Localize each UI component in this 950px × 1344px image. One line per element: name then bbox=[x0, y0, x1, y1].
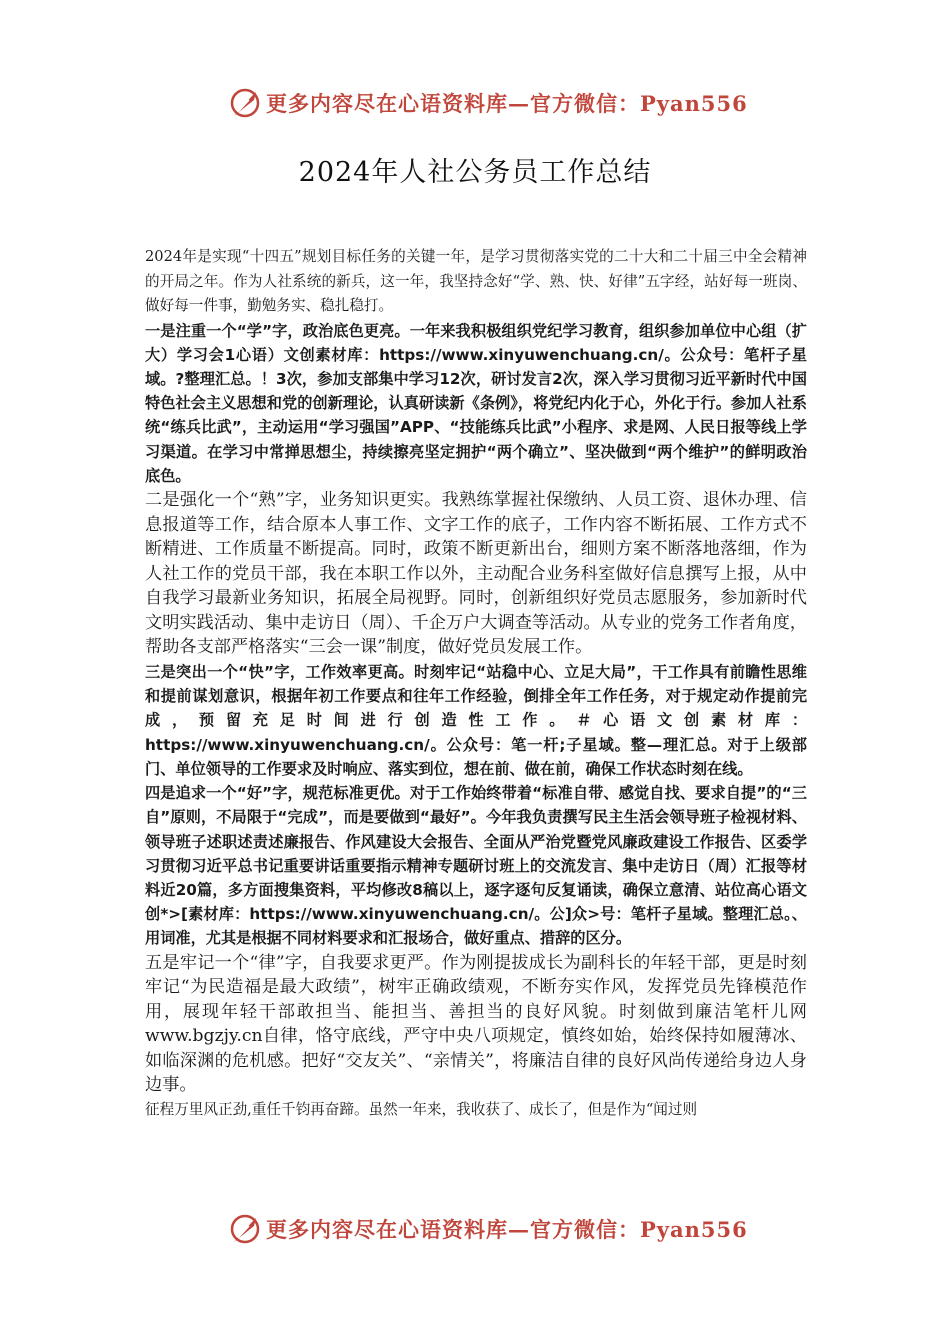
paragraph-kuai: 三是突出一个“快”字，工作效率更高。时刻牢记“站稳中心、立足大局”，干工作具有前瞻性思维和提前谋划意识，根据年初工作要点和往年工作经验，倒排全年工作任务，对于规定动作提前完成，预留充足时间进行创造性工作。＃心语文创素材库：https://www.xinyuwenchuang.cn/。公众号：笔一杆;子星域。整—理汇总。对于上级部门、单位领导的工作要求及时响应、落实到位，想在前、做在前，确保工作状态时刻在线。 bbox=[145, 663, 807, 778]
document-title: 2024年人社公务员工作总结 bbox=[298, 157, 652, 188]
banner-text: 更多内容尽在心语资料库—官方微信：Pyan556 bbox=[266, 91, 748, 116]
paragraph-hao: 四是追求一个“好”字，规范标准更优。对于工作始终带着“标准自带、感觉自找、要求自提”的“三自”原则，不局限于“完成”，而是要做到“最好”。今年我负责撰写民主生活会领导班子检视材料、领导班子述职述责述廉报告、作风建设大会报告、全面从严治党暨党风廉政建设工作报告、区委学习贯彻习近平总书记重要讲话重要指示精神专题研讨班上的交流发言、集中走访日（周）汇报等材料近20篇，多方面搜集资料，平均修改8稿以上，逐字逐句反复诵读，确保立意清、站位高心语文创*>[素材库：https://www.xinyuwenchuang.cn/。公]众>号：笔杆子星域。整理汇总。、用词准，尤其是根据不同材料要求和汇报场合，做好重点、措辞的区分。 bbox=[145, 784, 807, 948]
document-body bbox=[145, 245, 807, 1123]
paragraph-intro: 2024年是实现“十四五”规划目标任务的关键一年，是学习贯彻落实党的二十大和二十届三中全会精神的开局之年。作为人社系统的新兵，这一年，我坚持念好“学、熟、快、好律”五字经，站好每一班岗、做好每一件事，勤勉务实、稳扎稳打。 bbox=[145, 248, 807, 314]
paragraph-shu: 二是强化一个“熟”字，业务知识更实。我熟练掌握社保缴纳、人员工资、退休办理、信息报道等工作，结合原本人事工作、文字工作的底子，工作内容不断拓展、工作方式不断精进、工作质量不断提高。同时，政策不断更新出台，细则方案不断落地落细，作为人社工作的党员干部，我在本职工作以外，主动配合业务科室做好信息撰写上报，从中自我学习最新业务知识，拓展全局视野。同时，创新组织好党员志愿服务，参加新时代文明实践活动、集中走访日（周）、千企万户大调查等活动。从专业的党务工作者角度，帮助各支部严格落实“三会一课”制度，做好党员发展工作。 bbox=[145, 489, 807, 658]
paragraph-closing: 征程万里风正劲,重任千钧再奋蹄。虽然一年来，我收获了、成长了，但是作为“闻过则 bbox=[145, 1101, 698, 1119]
footer-banner bbox=[228, 1209, 748, 1249]
header-banner bbox=[228, 83, 748, 123]
pen-logo-icon bbox=[228, 86, 262, 120]
paragraph-xue: 一是注重一个“学”字，政治底色更亮。一年来我积极组织党纪学习教育，组织参加单位中心组（扩大）学习会1心语）文创素材库：https://www.xinyuwenchuang.cn/。公众号：笔杆子星域。?整理汇总。！3次，参加支部集中学习12次，研讨发言2次，深入学习贯彻习近平新时代中国特色社会主义思想和党的创新理论，认真研读新《条例》，将党纪内化于心，外化于行。参加人社系统“练兵比武”，主动运用“学习强国”APP、“技能练兵比武”小程序、求是网、人民日报等线上学习渠道。在学习中常掸思想尘，持续擦亮坚定拥护“两个确立”、坚决做到“两个维护”的鲜明政治底色。 bbox=[145, 321, 807, 485]
paragraph-lv: 五是牢记一个“律”字，自我要求更严。作为刚提拔成长为副科长的年轻干部，更是时刻牢记“为民造福是最大政绩”，树牢正确政绩观，不断夯实作风，发挥党员先锋模范作用，展现年轻干部敢担当、能担当、善担当的良好风貌。时刻做到廉洁笔杆儿网www.bgzjy.cn自律，恪守底线，严守中央八项规定，慎终如始，始终保持如履薄冰、如临深渊的危机感。把好“交友关”、“亲情关”，将廉洁自律的良好风尚传递给身边人身边事。 bbox=[145, 952, 807, 1096]
banner-text: 更多内容尽在心语资料库—官方微信：Pyan556 bbox=[266, 1217, 748, 1242]
pen-logo-icon bbox=[228, 1212, 262, 1246]
